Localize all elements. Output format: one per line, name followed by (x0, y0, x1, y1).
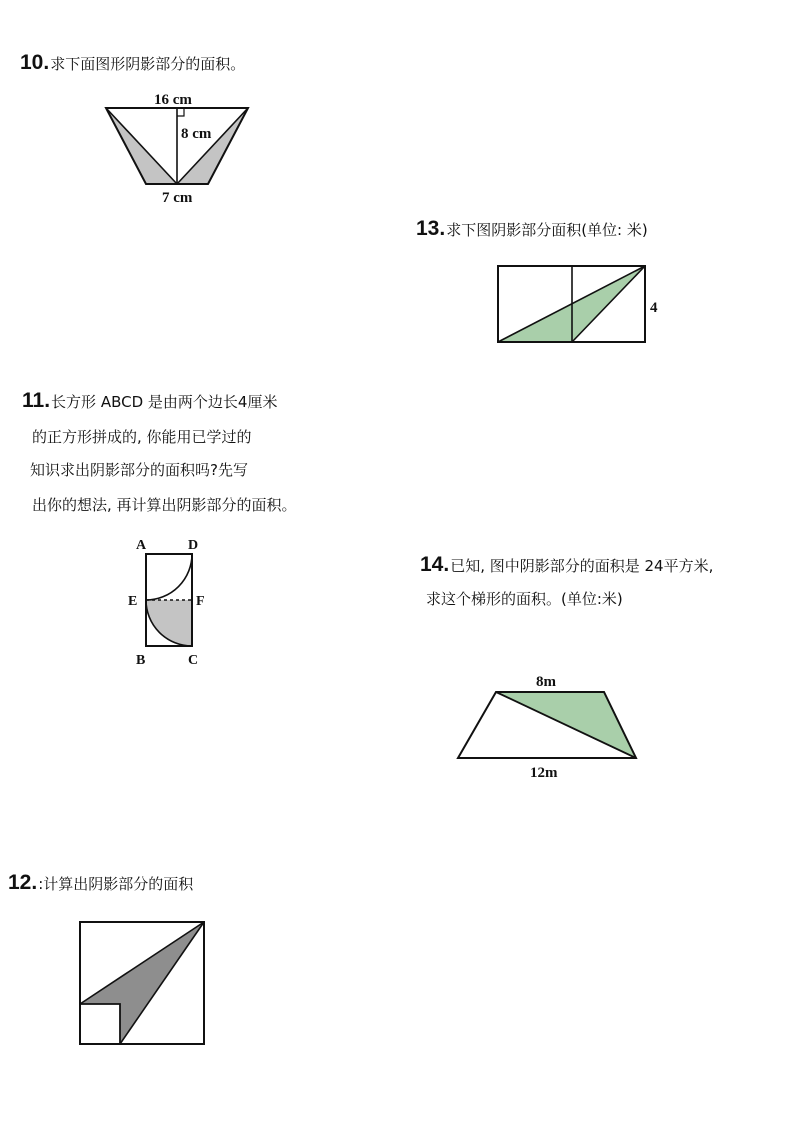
q11-label-e: E (128, 594, 138, 609)
question-13-header (416, 218, 648, 239)
q11-label-c: C (188, 653, 199, 668)
question-text-line-4: 出你的想法, 再计算出阴影部分的面积。 (32, 496, 297, 514)
question-text-line-1: 长方形 ABCD 是由两个边长4厘米 (51, 393, 278, 411)
q11-label-b: B (136, 653, 146, 668)
q14-top-label: 8m (536, 674, 556, 690)
question-14-header (420, 554, 713, 575)
q13-rectangle-figure (490, 260, 670, 350)
q14-bottom-label: 12m (530, 765, 558, 781)
q10-top-label: 16 cm (154, 92, 192, 108)
q14-trapezoid-figure (450, 660, 650, 785)
question-number: 14. (420, 553, 450, 576)
question-12-header (8, 872, 193, 893)
q11-label-d: D (188, 538, 199, 553)
q11-rectangle-figure (126, 530, 216, 670)
question-10-header (20, 52, 245, 73)
q10-height-label: 8 cm (181, 126, 212, 142)
question-text-line-3: 知识求出阴影部分的面积吗?先写 (30, 461, 248, 479)
q10-bottom-label: 7 cm (162, 190, 193, 206)
question-number: 12. (8, 871, 38, 894)
question-text-line-2: 求这个梯形的面积。(单位:米) (426, 590, 623, 608)
question-text: 求下面图形阴影部分的面积。 (50, 55, 246, 73)
question-text: 求下图阴影部分面积(单位: 米) (446, 221, 648, 239)
q11-label-f: F (196, 594, 205, 609)
q10-trapezoid-figure (100, 90, 260, 210)
question-number: 11. (22, 389, 51, 412)
question-text-line-1: 已知, 图中阴影部分的面积是 24平方米, (450, 557, 714, 575)
q12-square-figure (74, 916, 214, 1052)
question-text: :计算出阴影部分的面积 (38, 875, 194, 893)
question-number: 13. (416, 217, 446, 240)
q12-shaded-quadrilateral (80, 922, 204, 1044)
question-11-header (22, 390, 277, 411)
q11-upper-arc (146, 554, 192, 600)
question-number: 10. (20, 51, 50, 74)
q10-right-angle-mark (177, 108, 184, 116)
q11-label-a: A (136, 538, 147, 553)
question-text-line-2: 的正方形拼成的, 你能用已学过的 (32, 428, 252, 446)
q13-side-label: 4 (650, 300, 658, 316)
q12-small-square (80, 1004, 120, 1044)
